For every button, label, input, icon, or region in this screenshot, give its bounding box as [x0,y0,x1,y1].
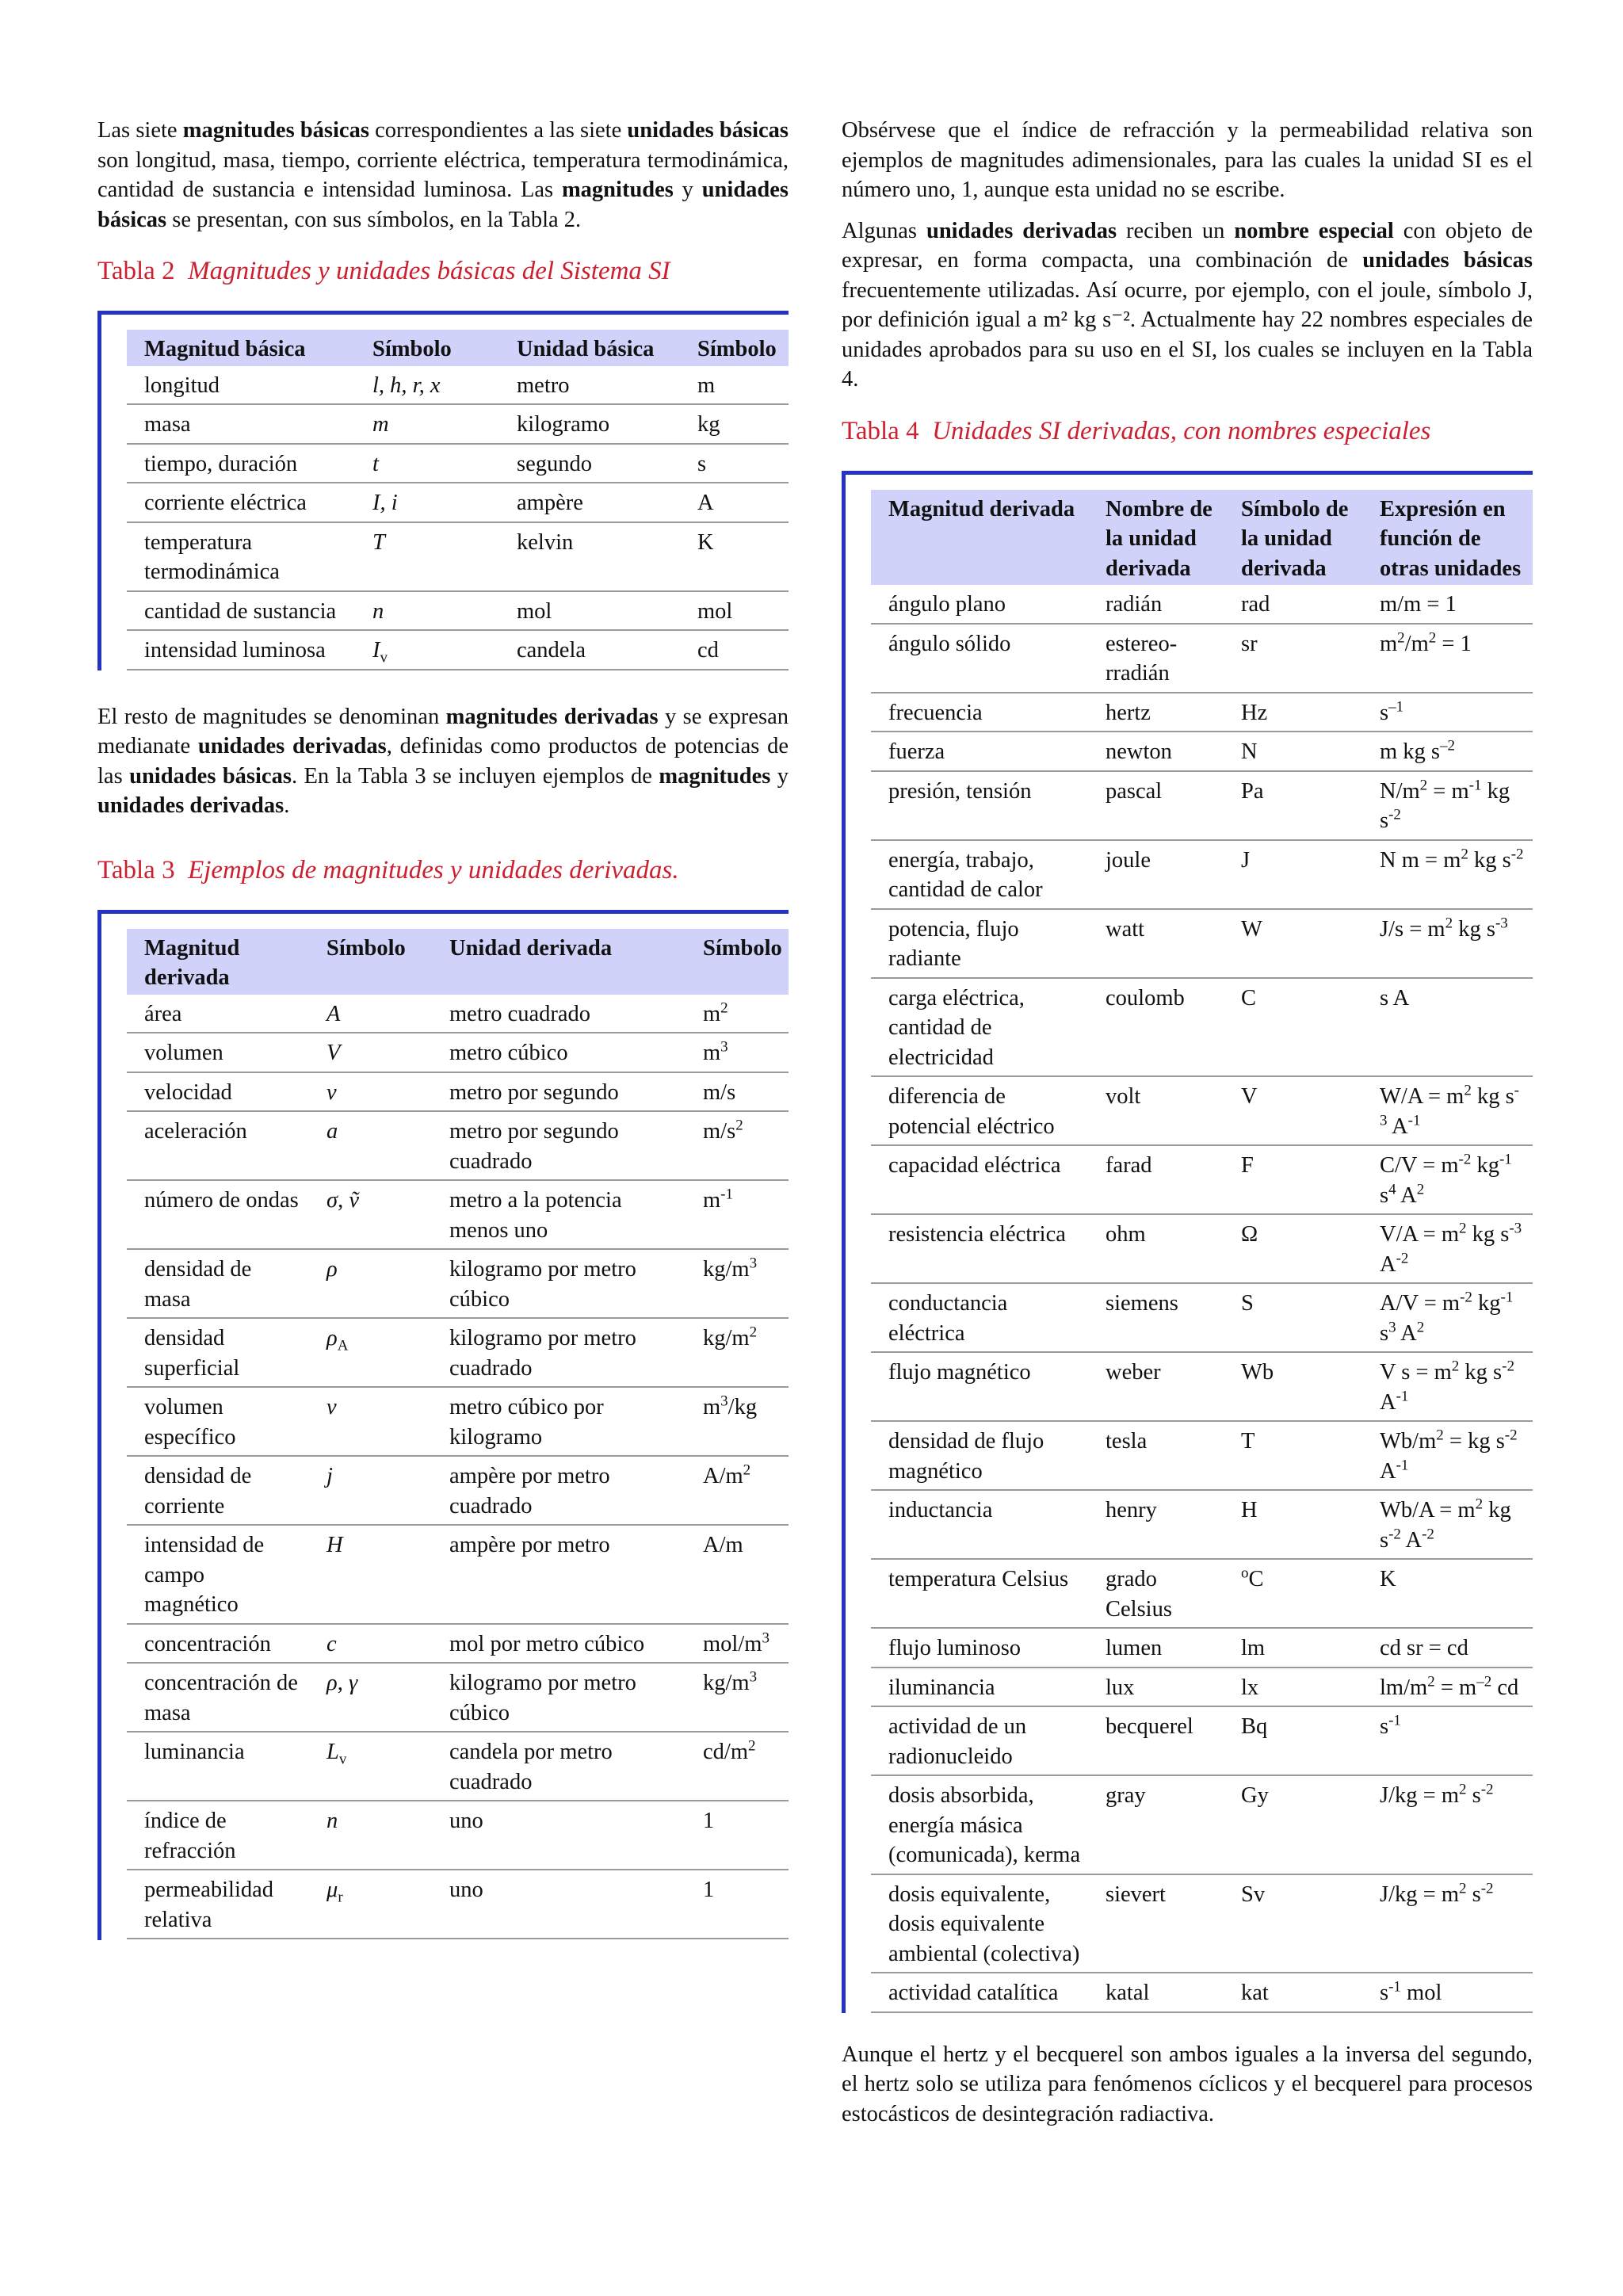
table-cell: intensidad luminosa [127,630,355,670]
text-run: se presentan, con sus símbolos, en la Tabla 2. [166,207,582,232]
table-cell: A [309,995,432,1033]
table4-frame-top-rule [842,471,1533,475]
table-cell: T [355,522,499,591]
table-cell: tesla [1088,1421,1224,1490]
table-cell: $\rho_A$ [309,1318,432,1387]
table-cell: densidad de corriente [127,1456,309,1525]
text-run: son longitud, masa, tiempo, corriente eléctrica, temperatura termodinámica, cantidad de sustancia e intensidad luminosa. Las [97,147,789,202]
table-row [871,909,1533,978]
table-row [871,1874,1533,1973]
column-header: Magnitud derivada [871,490,1088,586]
table-cell: s A [1362,978,1533,1077]
table-row [127,1072,789,1112]
table-cell: carga eléctrica, cantidad de electricidad [871,978,1088,1077]
table-cell: estereo-rradián [1088,624,1224,693]
table-cell: iluminancia [871,1668,1088,1707]
table-cell: $s^{-1}$ [1362,693,1533,732]
table-cell: T [1224,1421,1362,1490]
table-cell: sr [1224,624,1362,693]
table-cell: uno [432,1870,685,1939]
table-row [871,732,1533,771]
table-row [127,483,789,522]
table-cell: $^o$C [1224,1559,1362,1628]
table-cell: pascal [1088,771,1224,840]
text-run: Las siete [97,118,183,143]
table-cell: l, h, r, x [355,366,499,405]
table-cell: lx [1224,1668,1362,1707]
table-cell: longitud [127,366,355,405]
table-cell: ohm [1088,1214,1224,1283]
table-row [871,1668,1533,1707]
table-cell: volumen [127,1033,309,1072]
table-cell: aceleración [127,1111,309,1180]
table-cell: A/m [685,1525,789,1624]
table-header-row [127,330,789,366]
table-row [871,1352,1533,1421]
table-cell: ampère por metro [432,1525,685,1624]
table-row [871,1559,1533,1628]
table-cell: $kg/m^3$ [685,1249,789,1318]
table4-frame [842,471,1533,2013]
table-cell: velocidad [127,1072,309,1112]
table-row [871,840,1533,909]
bold-term: magnitudes [561,178,674,202]
table-cell: $Wb/A = m^2$ kg $s^{-2}$ $A^{-2}$ [1362,1490,1533,1559]
table-cell: densidad de masa [127,1249,309,1318]
table3-caption: Tabla 3 Ejemplos de magnitudes y unidades derivadas. [97,855,679,884]
table-row [871,1973,1533,2012]
bold-term: magnitudes [659,763,771,789]
bold-term: unidades derivadas [97,793,285,818]
table-header-row [127,929,789,995]
table-cell: $C/V = m^{-2}$ $kg^{-1}$ $s^4$ $A^2$ [1362,1145,1533,1214]
table-cell: W [1224,909,1362,978]
table-row [127,1801,789,1870]
table-cell: $m^3/kg$ [685,1387,789,1456]
table-cell: kat [1224,1973,1362,2012]
table-cell: lumen [1088,1628,1224,1668]
table-cell: candela por metro cuadrado [432,1732,685,1801]
table-row [127,995,789,1033]
text-run: , definidas como productos de potencias de las [97,734,789,789]
table-cell: n [309,1801,432,1870]
table-cell: $m^3$ [685,1033,789,1072]
table-cell: t [355,444,499,483]
table-row [871,1145,1533,1214]
table-cell: 1 [685,1801,789,1870]
table-cell: N $m = m^2$ kg $s^{-2}$ [1362,840,1533,909]
table-cell: K [680,522,789,591]
table-row [127,1663,789,1732]
table-cell: $J/kg = m^2$ $s^{-2}$ [1362,1775,1533,1874]
table-cell: metro por segundo cuadrado [432,1111,685,1180]
table-row [127,1870,789,1939]
table-cell: lux [1088,1668,1224,1707]
table-cell: potencia, flujo radiante [871,909,1088,978]
text-run: El resto de magnitudes se denominan [97,704,446,729]
table-cell: intensidad de campo magnético [127,1525,309,1624]
table-row [871,1490,1533,1559]
table-cell: dosis equivalente, dosis equivalente ambiental (colectiva) [871,1874,1088,1973]
table-cell: $A/V = m^{-2}$ $kg^{-1}$ $s^3$ $A^2$ [1362,1283,1533,1352]
table-cell: becquerel [1088,1706,1224,1775]
bold-term: unidades básicas [627,118,789,143]
table-cell: $I_v$ [355,630,499,670]
hertz-becquerel-paragraph: Aunque el hertz y el becquerel son ambos iguales a la inversa del segundo, el hertz solo se utiliza para fenómenos cíclicos y el becquerel para procesos estocásticos de desintegración radiactiva. [842,2042,1533,2126]
table-cell: $s^{-1}$ [1362,1706,1533,1775]
table-cell: lm [1224,1628,1362,1668]
table-cell: F [1224,1145,1362,1214]
table-row [127,630,789,670]
table-cell: Ω [1224,1214,1362,1283]
table-cell: energía, trabajo, cantidad de calor [871,840,1088,909]
table-cell: kilogramo por metro cúbico [432,1249,685,1318]
column-header: Símbolo [355,330,499,366]
table-cell: I, i [355,483,499,522]
table-row [127,1387,789,1456]
table-cell: Gy [1224,1775,1362,1874]
table-row [871,585,1533,624]
dimensionless-paragraph: Obsérvese que el índice de refracción y la permeabilidad relativa son ejemplos de magnitudes adimensionales, para las cuales la unidad SI es el número uno, 1, aunque esta unidad no se escribe. [842,118,1533,202]
table-cell: V [309,1033,432,1072]
table-row [127,1180,789,1249]
table-cell: permeabilidad relativa [127,1870,309,1939]
table-cell: C [1224,978,1362,1077]
table-cell: frecuencia [871,693,1088,732]
table-cell: $J/kg = m^2$ $s^{-2}$ [1362,1874,1533,1973]
text-run: Algunas [842,218,926,243]
table-cell: $m/s^2$ [685,1111,789,1180]
text-run: y [673,178,702,202]
table-cell: resistencia eléctrica [871,1214,1088,1283]
bold-term: magnitudes básicas [182,118,369,143]
table-cell: metro cúbico por kilogramo [432,1387,685,1456]
table-cell: Wb [1224,1352,1362,1421]
table-cell: ángulo sólido [871,624,1088,693]
table-cell: 1 [685,1870,789,1939]
table-row [871,1076,1533,1145]
table-cell: fuerza [871,732,1088,771]
table-cell: candela [499,630,680,670]
table-cell: V $s = m^2$ kg $s^{-2}$ $A^{-1}$ [1362,1352,1533,1421]
column-header: Símbolo [680,330,789,366]
table-row [871,771,1533,840]
table-cell: conductancia eléctrica [871,1283,1088,1352]
table-cell: capacidad eléctrica [871,1145,1088,1214]
table-cell: flujo magnético [871,1352,1088,1421]
text-run: con objeto de expresar, en forma compacta, una combinación de [842,218,1533,273]
table-cell: diferencia de potencial eléctrico [871,1076,1088,1145]
table2-caption: Tabla 2 Magnitudes y unidades básicas del Sistema SI [97,257,670,285]
table-cell: H [309,1525,432,1624]
text-run: . En la Tabla 3 se incluyen ejemplos de [291,763,659,789]
table2-frame [97,311,789,670]
table-cell: watt [1088,909,1224,978]
column-header: Símbolo de la unidad derivada [1224,490,1362,586]
table-cell: $W/A = m^2$ kg $s^{-3}$ $A^{-1}$ [1362,1076,1533,1145]
table-cell: temperatura Celsius [871,1559,1088,1628]
table-cell: $m^{-1}$ [685,1180,789,1249]
table-row [127,366,789,405]
table3-frame-left-rule [97,910,101,1940]
table-row [871,693,1533,732]
table2-frame-left-rule [97,311,101,670]
table-cell: kilogramo [499,404,680,444]
table-row [127,444,789,483]
table-cell: masa [127,404,355,444]
table-cell: mol [680,591,789,631]
table-row [127,1111,789,1180]
table-cell: metro cúbico [432,1033,685,1072]
table-cell: $\mu_r$ [309,1870,432,1939]
table-cell: m [355,404,499,444]
table-cell: N [1224,732,1362,771]
table-row [871,1628,1533,1668]
table3-frame-top-rule [97,910,789,914]
special-names-paragraph [842,216,1533,395]
table-cell: Bq [1224,1706,1362,1775]
table-cell: mol/$m^3$ [685,1624,789,1664]
table4-special-names [871,490,1533,2013]
table-cell: A [680,483,789,522]
table-cell: kg [680,404,789,444]
table-cell: metro por segundo [432,1072,685,1112]
text-run: . [284,793,290,818]
text-run: frecuentemente utilizadas. Así ocurre, por ejemplo, con el joule, símbolo J, por definición igual a m² kg s⁻². Actualmente hay 22 nombres especiales de unidades aprobados para su uso en el SI, los cuales se incluyen en la Tabla 4. [842,277,1533,392]
table-cell: volumen específico [127,1387,309,1456]
table-cell: J [1224,840,1362,909]
table-cell: concentración [127,1624,309,1664]
bold-term: unidades básicas [129,763,292,789]
table-cell: segundo [499,444,680,483]
table-row [871,978,1533,1077]
table-row [127,1318,789,1387]
table4-caption: Tabla 4 Unidades SI derivadas, con nombres especiales [842,416,1431,445]
table-row [127,1249,789,1318]
table-cell: inductancia [871,1490,1088,1559]
table-cell: metro cuadrado [432,995,685,1033]
table-row [127,522,789,591]
left-column [97,116,789,1939]
table-cell: flujo luminoso [871,1628,1088,1668]
table-cell: metro [499,366,680,405]
table-cell: V [1224,1076,1362,1145]
table-cell: siemens [1088,1283,1224,1352]
table-row [127,1456,789,1525]
table-cell: Sv [1224,1874,1362,1973]
right-column [842,116,1533,2140]
table-cell: S [1224,1283,1362,1352]
table-cell: área [127,995,309,1033]
table-cell: corriente eléctrica [127,483,355,522]
intro-paragraph [97,116,789,235]
table-cell: luminancia [127,1732,309,1801]
table-cell: $lm/m^2 = m^{-2}$ cd [1362,1668,1533,1707]
table-cell: n [355,591,499,631]
table-cell: presión, tensión [871,771,1088,840]
table-row [127,1525,789,1624]
table-cell: gray [1088,1775,1224,1874]
table-row [127,591,789,631]
table-cell: temperatura termodinámica [127,522,355,591]
table-row [871,1283,1533,1352]
table-cell: mol por metro cúbico [432,1624,685,1664]
table-cell: coulomb [1088,978,1224,1077]
table-cell: ampère por metro cuadrado [432,1456,685,1525]
table-cell: actividad de un radionucleido [871,1706,1088,1775]
table-cell: $V/A = m^2$ kg $s^{-3}$ $A^{-2}$ [1362,1214,1533,1283]
table-cell: grado Celsius [1088,1559,1224,1628]
table-cell: c [309,1624,432,1664]
table2-frame-top-rule [97,311,789,315]
table-row [871,1214,1533,1283]
text-run: y [770,763,789,789]
table-cell: $m^2/m^2 = 1$ [1362,624,1533,693]
table-cell: volt [1088,1076,1224,1145]
table-cell: $J/s = m^2$ kg $s^{-3}$ [1362,909,1533,978]
table-row [871,624,1533,693]
table-cell: uno [432,1801,685,1870]
table-cell: cantidad de sustancia [127,591,355,631]
table2-base-quantities [127,330,789,670]
table-cell: v [309,1072,432,1112]
table-cell: concentración de masa [127,1663,309,1732]
table-cell: kelvin [499,522,680,591]
table-cell: sievert [1088,1874,1224,1973]
table-cell: joule [1088,840,1224,909]
table-cell: m [680,366,789,405]
column-header: Expresión en función de otras unidades [1362,490,1533,586]
table-cell: tiempo, duración [127,444,355,483]
table-cell: katal [1088,1973,1224,2012]
column-header: Símbolo [309,929,432,995]
table-cell: σ, ṽ [309,1180,432,1249]
table-cell: m kg $s^{-2}$ [1362,732,1533,771]
table-cell: v [309,1387,432,1456]
derived-paragraph [97,702,789,821]
table4-frame-left-rule [842,471,846,2013]
table-cell: Pa [1224,771,1362,840]
table-cell: kilogramo por metro cuadrado [432,1318,685,1387]
table-cell: mol [499,591,680,631]
table-cell: s [680,444,789,483]
text-run: correspondientes a las siete [369,118,628,143]
table-cell: a [309,1111,432,1180]
table-cell: j [309,1456,432,1525]
table-cell: ángulo plano [871,585,1088,624]
table-cell: actividad catalítica [871,1973,1088,2012]
table-cell: farad [1088,1145,1224,1214]
bold-term: unidades derivadas [926,218,1117,243]
table3-derived-examples [127,929,789,1940]
table-cell: $N/m^2 = m^{-1}$ kg $s^{-2}$ [1362,771,1533,840]
bold-term: magnitudes derivadas [445,704,659,729]
table-cell: $s^{-1}$ mol [1362,1973,1533,2012]
bold-term: unidades básicas [1362,248,1533,273]
table-cell: $cd/m^2$ [685,1732,789,1801]
table-cell: kilogramo por metro cúbico [432,1663,685,1732]
table-row [127,1732,789,1801]
table-cell: $kg/m^3$ [685,1663,789,1732]
table-cell: radián [1088,585,1224,624]
table-cell: ρ [309,1249,432,1318]
column-header: Magnitud derivada [127,929,309,995]
table-cell: ρ, γ [309,1663,432,1732]
bold-term: nombre especial [1234,218,1394,243]
table-cell: ampère [499,483,680,522]
table-cell: cd sr = cd [1362,1628,1533,1668]
table-cell: $kg/m^2$ [685,1318,789,1387]
table-cell: $m^2$ [685,995,789,1033]
column-header: Nombre de la unidad derivada [1088,490,1224,586]
text-run: y se expresan medianate [97,704,789,758]
table-cell: henry [1088,1490,1224,1559]
table-row [127,404,789,444]
table-row [127,1624,789,1664]
column-header: Unidad básica [499,330,680,366]
table-cell: densidad superficial [127,1318,309,1387]
column-header: Unidad derivada [432,929,685,995]
table-cell: rad [1224,585,1362,624]
table-header-row [871,490,1533,586]
table3-frame [97,910,789,1940]
table-cell: $L_v$ [309,1732,432,1801]
column-header: Símbolo [685,929,789,995]
table-cell: Hz [1224,693,1362,732]
table-row [127,1033,789,1072]
table-cell: newton [1088,732,1224,771]
table-cell: $Wb/m^2$ = kg $s^{-2}$ $A^{-1}$ [1362,1421,1533,1490]
table-row [871,1421,1533,1490]
table-cell: K [1362,1559,1533,1628]
table-cell: weber [1088,1352,1224,1421]
text-run: reciben un [1117,218,1235,243]
table-cell: m/s [685,1072,789,1112]
bold-term: unidades básicas [97,178,789,232]
table-cell: m/m = 1 [1362,585,1533,624]
table-cell: $A/m^2$ [685,1456,789,1525]
table-cell: metro a la potencia menos uno [432,1180,685,1249]
table-row [871,1706,1533,1775]
table-row [871,1775,1533,1874]
column-header: Magnitud básica [127,330,355,366]
table-cell: hertz [1088,693,1224,732]
table-cell: índice de refracción [127,1801,309,1870]
table-cell: H [1224,1490,1362,1559]
table-cell: dosis absorbida, energía másica (comunicada), kerma [871,1775,1088,1874]
table-cell: cd [680,630,789,670]
bold-term: unidades derivadas [197,734,387,758]
table-cell: densidad de flujo magnético [871,1421,1088,1490]
table-cell: número de ondas [127,1180,309,1249]
